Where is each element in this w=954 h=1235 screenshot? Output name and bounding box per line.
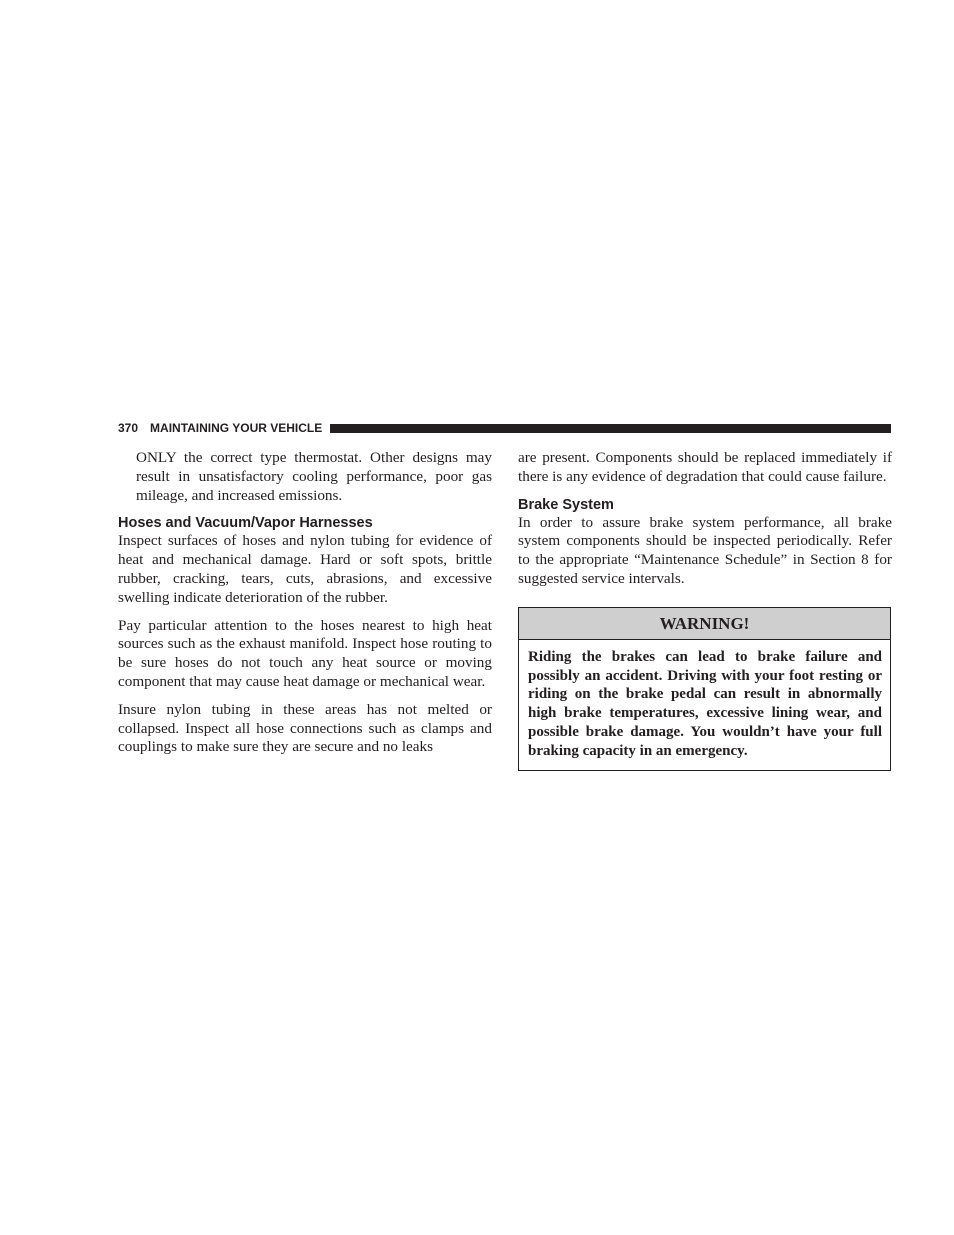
hoses-heading: Hoses and Vacuum/Vapor Harnesses: [118, 515, 373, 532]
hoses-paragraph-2: Pay particular attention to the hoses nearest to high heat sources such as the exhaust manifold. Inspect hose routing to be sure hoses do not touch any heat source or moving component that may cause heat damage or mechanical wear.: [118, 616, 492, 690]
brake-paragraph: In order to assure brake system performance, all brake system components should be inspected periodically. Refer to the appropriate “Maintenance Schedule” in Section 8 for suggested service intervals.: [518, 513, 892, 587]
right-column: [518, 449, 892, 771]
warning-title: WARNING!: [519, 608, 890, 640]
hoses-paragraph-continued: are present. Components should be replaced immediately if there is any evidence of degradation that could cause failure.: [518, 449, 892, 485]
thermostat-paragraph-continued: ONLY the correct type thermostat. Other designs may result in unsatisfactory cooling performance, poor gas mileage, and increased emissions.: [136, 449, 492, 504]
brake-heading: Brake System: [518, 496, 614, 513]
section-title: MAINTAINING YOUR VEHICLE: [150, 421, 323, 435]
left-column: [118, 449, 492, 757]
hoses-paragraph-1: Inspect surfaces of hoses and nylon tubing for evidence of heat and mechanical damage. Hard or soft spots, brittle rubber, cracking, tears, cuts, abrasions, and excessive swelling indicate deterioration of the rubber.: [118, 532, 492, 606]
page-number: 370: [118, 421, 139, 435]
hoses-paragraph-3: Insure nylon tubing in these areas has not melted or collapsed. Inspect all hose connections such as clamps and couplings to make sure they are secure and no leaks: [118, 700, 492, 756]
header-rule: [330, 424, 891, 433]
page-header: [118, 420, 891, 436]
warning-box: [518, 607, 891, 771]
warning-body: Riding the brakes can lead to brake failure and possibly an accident. Driving with your foot resting or riding on the brake pedal can result in abnormally high brake temperatures, excessive lining wear, and possible brake damage. You wouldn’t have your full braking capacity in an emergency.: [528, 648, 882, 759]
